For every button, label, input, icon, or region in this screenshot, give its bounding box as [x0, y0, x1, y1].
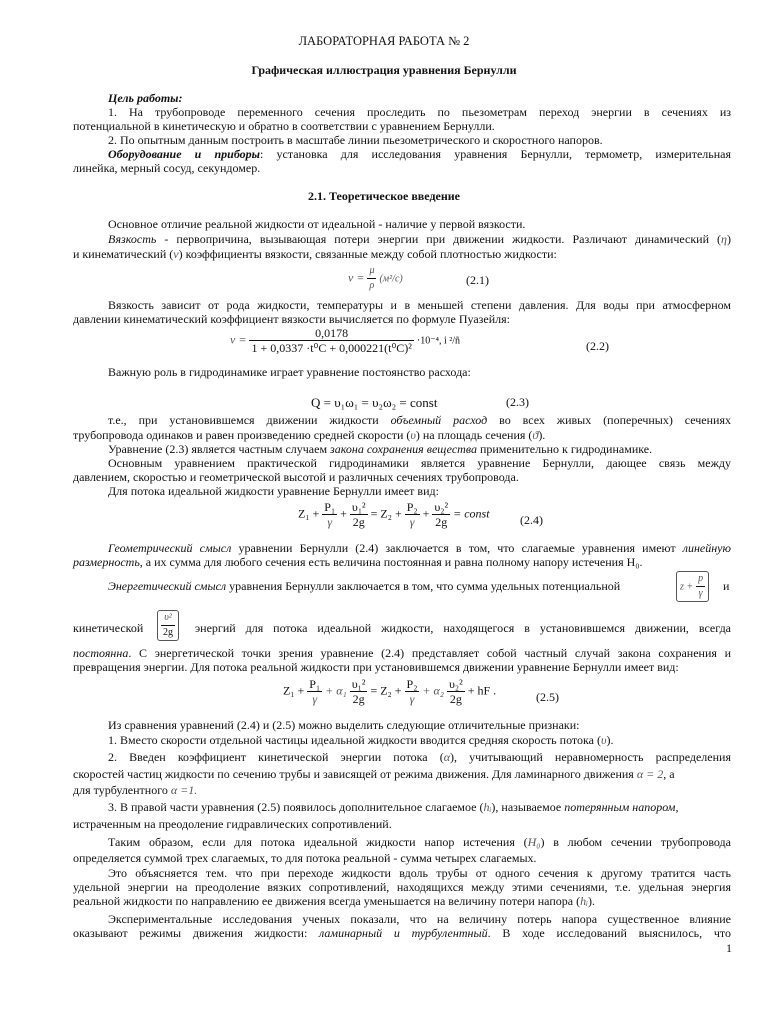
document-page: ЛАБОРАТОРНАЯ РАБОТА № 2 Графическая иллюстрация уравнения Бернулли Цель работы: 1. На трубопроводе переменного сечения проследить по пьезометрам переход энергии в сечениях из потенциальной в кинетическую и обратно в соответствии с уравнением Бернулли. 2. По опытным данным построить в масштабе линии пьезометрического и скоростного напоров. Оборудование и приборы: установка для исследования уравнения Бернулли, термометр, измерительная линейка, мерный сосуд, секундомер. 2.1. Теоретическое введение Основное отличие реальной жидкости от идеальной - наличие у первой вязкости. Вязкость - первопричина, вызывающая потери энергии при движении жидкости. Различают динамический (η) и кинематический (ν) коэффициенты вязкости, связанные между собой плотностью жидкости: ν = $\frac{\mu}{\rho}$ (м²/с) (2.1) Вязкость зависит от рода жидкости, температуры и в меньшей степени давления. Для воды при атмосферном давлении кинематический коэффициент вязкости вычисляется по формуле Пуазейля: ν = $\frac{0,0178}{\text{1 + 0,0337 ·t⁰C + 0,000221(t⁰C)²}}$ ·10⁻⁴, і ²/ñ (2.2) Важную роль в гидродинамике играет уравнение постоянство расхода: Q = υ₁ω₁ = υ₂ω₂ = const (2.3) т.е., при установившемся движении жидкости объемный расход во всех живых (поперечных) сечениях трубопровода одинаков и равен произведению средней скорости (υ) на площадь сечения (ϑ). Уравнение (2.3) является частным случаем закона сохранения вещества применительно к гидродинамике. Основным уравнением практической гидродинамики является уравнение Бернулли, дающее связь между давлением, скоростью и геометрической высотой и различных сечениях трубопровода. Для потока идеальной жидкости уравнение Бернулли имеет вид: Z₁ + $\frac{\text{P₁}}{\gamma}$ + $\frac{\text{υ₁²}}{2g}$ = Z₂ + $\frac{\text{P₂}}{\gamma}$ + $\frac{\text{υ₂²}}{2g}$ = const (2.4) Геометрический смысл уравнении Бернулли (2.4) заключается в том, что слагаемые уравнения имеют линейную размерность, а их сумма для любого сечения есть величина постоянная и равна полному напору истечения H₀. Энергетический смысл уравнения Бернулли заключается в том, что сумма удельных потенциальной z + $\frac{p}{\gamma}$ и кинетической $\frac{\text{υ²}}{2g}$ энергий для потока идеальной жидкости, находящегося в установившемся движении, всегда постоянна. С энергетической точки зрения уравнение (2.4) представляет собой частный случай закона сохранения и превращения энергии. Для потока реальной жидкости при установившемся движении уравнение Бернулли имеет вид: Z₁ + $\frac{\text{P₁}}{\gamma}$ + α₁ $\frac{\text{υ₁²}}{2g}$ = Z₂ + $\frac{\text{P₂}}{\gamma}$ + α₂ $\frac{\text{υ₂²}}{2g}$ + hF . (2.5) Из сравнения уравнений (2.4) и (2.5) можно выделить следующие отличительные признаки: 1. Вместо скорости отдельной частицы идеальной жидкости вводится средняя скорость потока (υ). 2. Введен коэффициент кинетической энергии потока (α), учитывающий неравномерность распределения скоростей частиц жидкости по сечению трубы и зависящей от режима движения. Для ламинарного движения α = 2, а для турбулентного α =1. 3. В правой части уравнения (2.5) появилось дополнительное слагаемое (hᵢ), называемое потерянным напором, истраченным на преодоление гидравлических сопротивлений. Таким образом, если для потока идеальной жидкости напор истечения (H₀) в любом сечении трубопровода определяется суммой трех слагаемых, то для потока реальной - сумма четырех слагаемых. Это объясняется тем. что при переходе жидкости вдоль трубы от одного сечения к другому тратится часть удельной энергии на преодоление вязких сопротивлений, находящихся между этими сечениями, т.е. удельная энергия реальной жидкости по направлению ее движения всегда уменьшается на величину потери напора (hᵢ). Экспериментальные исследования ученых показали, что на величину потерь напора существенное влияние оказывают режимы движения жидкости: ламинарный и турбулентный. В ходе исследований выяснилось, что 1: [0, 0, 768, 1024]
formula-2-5: Z₁ + $\frac{\text{P₁}}{\gamma}$ + α₁ $\frac{\text{υ₁²}}{2g}$ = Z₂ + $\frac{\text{P₂}}{\gamma}$ + α₂ $\frac{\text{υ₂²}}{2g}$ + hF .: [283, 677, 497, 706]
formula-2-1-number: (2.1): [466, 273, 489, 287]
conjunction-and: и: [723, 579, 730, 593]
formula-2-3: Q = υ₁ω₁ = υ₂ω₂ = const: [311, 395, 438, 410]
lab-title: ЛАБОРАТОРНАЯ РАБОТА № 2: [298, 34, 470, 48]
section-heading: 2.1. Теоретическое введение: [307, 189, 460, 203]
lab-subtitle: Графическая иллюстрация уравнения Бернулли: [251, 63, 517, 77]
formula-2-4: Z₁ + $\frac{\text{P₁}}{\gamma}$ + $\frac{\text{υ₁²}}{2g}$ = Z₂ + $\frac{\text{P₂}}{\gamma}$ + $\frac{\text{υ₂²}}{2g}$ = const: [298, 500, 490, 529]
formula-2-2: ν = $\frac{0,0178}{\text{1 + 0,0337 ·t⁰C + 0,000221(t⁰C)²}}$ ·10⁻⁴, і ²/ñ: [230, 326, 461, 355]
formula-2-5-number: (2.5): [536, 690, 559, 704]
formula-2-2-number: (2.2): [586, 339, 609, 353]
formula-2-3-number: (2.3): [506, 395, 529, 409]
kinetic-energy-term: $\frac{\text{υ²}}{2g}$: [157, 610, 179, 641]
formula-2-4-number: (2.4): [520, 513, 543, 527]
potential-energy-term: z + $\frac{p}{\gamma}$: [676, 571, 709, 602]
formula-2-1: ν = $\frac{\mu}{\rho}$ (м²/с): [348, 265, 403, 291]
page-number: 1: [726, 941, 732, 955]
